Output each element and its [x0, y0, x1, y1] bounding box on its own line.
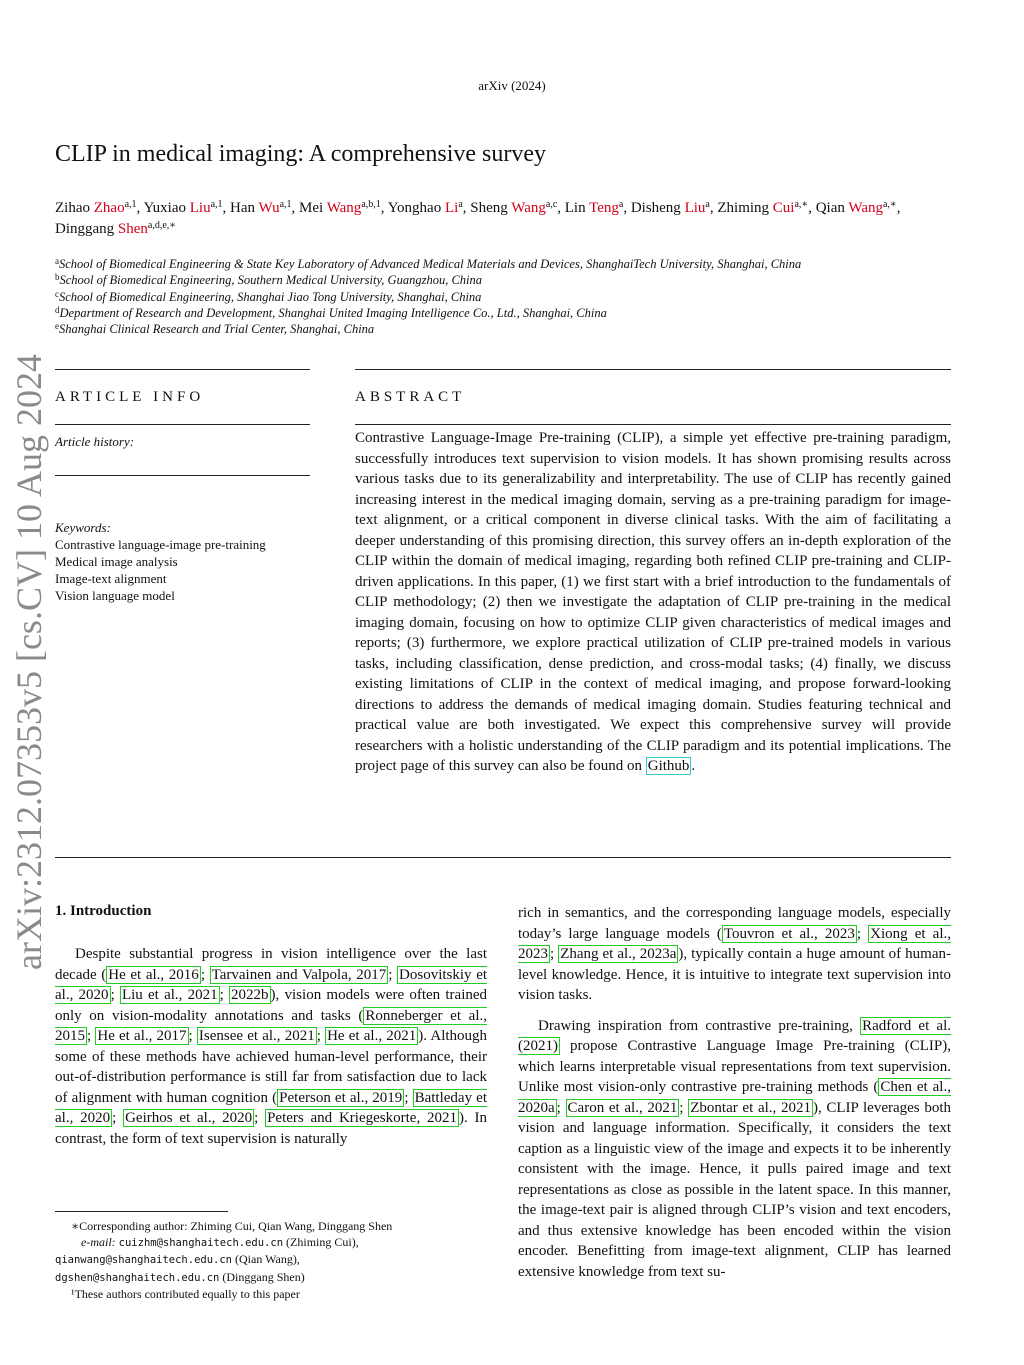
- citation-link[interactable]: He et al., 2016: [108, 966, 199, 983]
- citation-link[interactable]: Isensee et al., 2021: [198, 1028, 315, 1044]
- citation-link[interactable]: Liu et al., 2021: [121, 987, 218, 1003]
- section-heading-introduction: 1. Introduction: [55, 903, 152, 919]
- author-separator: ,: [136, 200, 144, 216]
- divider: [55, 424, 310, 425]
- text-run: ). Although some of these methods have achieved human-level performance, their out-of-distribution performance is still far from satisfaction due to lack of alignment with human cognition (: [55, 1028, 488, 1106]
- email-owner: (Qian Wang),: [232, 1252, 300, 1267]
- text-run: ;: [110, 987, 120, 1003]
- author-first-name: Yonghao: [387, 200, 445, 216]
- author-last-name[interactable]: Liu: [684, 200, 706, 216]
- citation-link[interactable]: Peters and Kriegeskorte, 2021: [267, 1110, 457, 1126]
- author-last-name[interactable]: Wu: [258, 200, 280, 216]
- article-history-label: Article history:: [55, 434, 135, 449]
- author-last-name[interactable]: Teng: [589, 200, 619, 216]
- author-first-name: Lin: [564, 200, 590, 216]
- citation-link[interactable]: Chen et al., 2020a: [518, 1079, 951, 1116]
- email-link[interactable]: qianwang@shanghaitech.edu.cn: [55, 1254, 233, 1267]
- citation-link[interactable]: 2022b: [231, 987, 269, 1003]
- intro-paragraph-1: [55, 944, 487, 1149]
- text-run: ;: [112, 1110, 124, 1126]
- text-run: ;: [679, 1099, 689, 1116]
- affiliation: [55, 256, 955, 272]
- author-affiliation-mark: a,d,e,∗: [147, 220, 177, 231]
- author-affiliation-mark: a,∗: [794, 199, 809, 210]
- equal-contribution-note: ¹These authors contributed equally to this paper: [71, 1286, 300, 1301]
- email-link[interactable]: dgshen@shanghaitech.edu.cn: [55, 1271, 220, 1284]
- author-affiliation-mark: a,b,1: [361, 199, 381, 210]
- email-owner: (Zhiming Cui),: [283, 1235, 359, 1250]
- author-separator: ,: [462, 200, 471, 216]
- arxiv-identifier: arXiv:2312.07353v5 [cs.CV] 10 Aug 2024: [9, 354, 49, 970]
- abstract-period: .: [691, 758, 696, 774]
- author-affiliation-mark: a: [705, 199, 710, 210]
- author-separator: ,: [896, 200, 901, 216]
- keywords-label: Keywords:: [55, 520, 111, 535]
- text-run: ), CLIP leverages both vision and language information. Specifically, it considers the text caption as a linguistic view of the image and expects it to be inherently consistent with the image. Hence, it pulls paired image and text representations as close as possible in the latent space. In this manner, the image-text pair is aligned through CLIP’s vision and text encoders, and thus extensive knowledge has been encoded within the vision encoder. Benefitting from image-text alignment, CLIP has learned extensive knowledge from text su-: [518, 1099, 951, 1280]
- citation-link[interactable]: Dosovitskiy et al., 2020: [55, 966, 488, 1003]
- abstract-text: Contrastive Language-Image Pre-training (CLIP), a simple yet effective pre-training paradigm, successfully introduces text supervision to vision models. It has shown promising results across various tasks due to its generalizability and interpretability. The use of CLIP has recently gained increasing interest in the medical imaging domain, serving as a pre-training paradigm for image-text alignment, or a critical component in diverse clinical tasks. With the aim of facilitating a deeper understanding of this promising direction, this survey offers an in-depth exploration of the CLIP within the domain of medical imaging, regarding both refined CLIP pre-training and CLIP-driven applications. In this paper, (1) we first start with a brief introduction to the fundamentals of CLIP methodology; (2) then we investigate the adaptation of CLIP pre-training in the medical imaging domain, focusing on how to optimize CLIP given characteristics of medical images and reports; (3) furthermore, we explore practical utilization of CLIP pre-trained models in various tasks, including classification, dense prediction, and cross-modal tasks; (4) finally, we discuss existing limitations of CLIP in the context of medical imaging, and propose forward-looking directions to address the demands of medical imaging domain. Studies featuring technical and practical value are both investigated. We expect this comprehensive survey will provide researchers with a holistic understanding of the CLIP paradigm and its potential implications. The project page of this survey can also be found on: [355, 430, 951, 774]
- email-owner: (Dinggang Shen): [219, 1269, 305, 1284]
- author-separator: ,: [380, 200, 388, 216]
- citation-link[interactable]: Caron et al., 2021: [567, 1099, 678, 1116]
- text-run: ;: [219, 987, 230, 1003]
- citation-link[interactable]: Geirhos et al., 2020: [125, 1110, 253, 1126]
- citation-link[interactable]: Touvron et al., 2023: [723, 925, 855, 942]
- affiliation: [55, 272, 955, 288]
- text-run: ;: [404, 1089, 413, 1106]
- email-line: [55, 1269, 495, 1286]
- author-separator: ,: [623, 200, 631, 216]
- affiliation-text: Shanghai Clinical Research and Trial Center, Shanghai, China: [59, 322, 375, 337]
- author-affiliation-mark: a,c: [545, 199, 558, 210]
- text-run: ;: [556, 1099, 566, 1116]
- author-separator: ,: [557, 200, 565, 216]
- author-affiliation-mark: a,∗: [882, 199, 897, 210]
- author-last-name[interactable]: Cui: [772, 200, 795, 216]
- author-last-name[interactable]: Wang: [326, 200, 362, 216]
- text-run: ). In contrast, the form of text supervision is naturally: [55, 1110, 488, 1147]
- affiliation: [55, 321, 955, 337]
- text-run: Drawing inspiration from contrastive pre-training,: [538, 1017, 861, 1034]
- author-affiliation-mark: a,1: [279, 199, 292, 210]
- author-last-name[interactable]: Zhao: [93, 200, 125, 216]
- citation-link[interactable]: Ronneberger et al., 2015: [55, 1007, 487, 1044]
- divider: [55, 369, 310, 370]
- author-first-name: Han: [230, 200, 259, 216]
- author-first-name: Qian: [815, 200, 849, 216]
- affiliation-text: School of Biomedical Engineering, Southern Medical University, Guangzhou, China: [59, 273, 483, 288]
- keyword-list: [55, 536, 266, 604]
- citation-link[interactable]: Battleday et al., 2020: [55, 1089, 488, 1126]
- affiliation-mark: b: [55, 272, 60, 283]
- citation-link[interactable]: He et al., 2017: [97, 1028, 187, 1044]
- abstract-heading: ABSTRACT: [355, 389, 466, 405]
- affiliation-text: School of Biomedical Engineering, Shanghai Jiao Tong University, Shanghai, China: [59, 289, 482, 304]
- citation-link[interactable]: Zhang et al., 2023a: [560, 946, 677, 962]
- author-separator: ,: [222, 200, 231, 216]
- intro-right-column: [518, 903, 951, 1282]
- author-affiliation-mark: a: [458, 199, 463, 210]
- author-last-name[interactable]: Liu: [189, 200, 211, 216]
- author-first-name: Zhiming: [717, 200, 773, 216]
- affiliation: [55, 305, 955, 321]
- text-run: ;: [200, 966, 210, 983]
- email-line: [55, 1234, 495, 1251]
- author-separator: ,: [808, 200, 816, 216]
- keyword: Image-text alignment: [55, 571, 167, 586]
- email-label: e-mail:: [81, 1235, 116, 1250]
- citation-link[interactable]: He et al., 2021: [327, 1028, 417, 1044]
- text-run: ;: [550, 946, 559, 962]
- text-run: ), vision models were often trained only on vision-modality annotations and tasks (: [55, 987, 488, 1024]
- text-run: Despite substantial progress in vision intelligence over the last decade (: [55, 946, 487, 983]
- affiliation-mark: e: [55, 321, 59, 332]
- article-info-heading: ARTICLE INFO: [55, 389, 205, 405]
- affiliation-text: School of Biomedical Engineering & State Key Laboratory of Advanced Medical Materials and Devices, ShanghaiTech University, Shanghai, China: [59, 257, 802, 271]
- footnote-divider: [55, 1211, 228, 1212]
- author-first-name: Disheng: [630, 200, 685, 216]
- text-run: ;: [87, 1028, 96, 1044]
- keyword: Vision language model: [55, 588, 175, 603]
- text-run: ;: [856, 925, 869, 942]
- affiliation-list: [55, 256, 955, 337]
- text-run: ;: [316, 1028, 326, 1044]
- affiliation-mark: c: [55, 288, 59, 299]
- author-separator: ,: [291, 200, 300, 216]
- github-link[interactable]: Github: [647, 758, 690, 774]
- text-run: ;: [254, 1110, 266, 1126]
- affiliation-text: Department of Research and Development, Shanghai United Imaging Intelligence Co., Ltd., Shanghai, China: [59, 305, 607, 320]
- paragraph: [518, 903, 951, 1006]
- citation-link[interactable]: Zbontar et al., 2021: [690, 1099, 811, 1116]
- author-affiliation-mark: a,1: [124, 199, 137, 210]
- affiliation-mark: a: [55, 256, 59, 266]
- text-run: ;: [188, 1028, 197, 1044]
- author-first-name: Mei: [299, 200, 327, 216]
- citation-link[interactable]: Xiong et al., 2023: [518, 925, 951, 962]
- author-last-name[interactable]: Wang: [511, 200, 546, 216]
- author-affiliation-mark: a: [618, 199, 624, 210]
- author-first-name: Sheng: [470, 200, 512, 216]
- text-run: ), typically contain a huge amount of human-level knowledge. Hence, it is intuitive to integrate text supervision into vision tasks.: [518, 946, 951, 1003]
- author-list: [55, 198, 955, 240]
- author-first-name: Yuxiao: [143, 200, 190, 216]
- keyword: Medical image analysis: [55, 554, 178, 569]
- author-separator: ,: [709, 200, 718, 216]
- divider: [55, 857, 951, 858]
- text-run: rich in semantics, and the corresponding language models, especially today’s large language models (: [518, 905, 951, 942]
- author-affiliation-mark: a,1: [210, 199, 223, 210]
- author-first-name: Dinggang: [55, 221, 118, 237]
- text-run: propose Contrastive Language Image Pre-training (CLIP), which learns interpretable visual representations from text supervision. Unlike most vision-only contrastive pre-training methods (: [518, 1038, 951, 1095]
- author-last-name[interactable]: Li: [444, 200, 459, 216]
- author-last-name[interactable]: Shen: [117, 221, 148, 237]
- citation-link[interactable]: Peterson et al., 2019: [279, 1089, 403, 1106]
- citation-link[interactable]: Tarvainen and Valpola, 2017: [211, 966, 387, 983]
- paragraph: [518, 1016, 951, 1283]
- paper-title: CLIP in medical imaging: A comprehensive survey: [55, 141, 547, 167]
- keyword: Contrastive language-image pre-training: [55, 537, 266, 552]
- abstract-body: [355, 428, 951, 777]
- divider: [55, 475, 310, 476]
- email-line: [55, 1251, 495, 1268]
- affiliation-mark: d: [55, 304, 60, 315]
- author-first-name: Zihao: [55, 200, 94, 216]
- email-link[interactable]: cuizhm@shanghaitech.edu.cn: [118, 1237, 284, 1250]
- corresponding-author-note: ∗Corresponding author: Zhiming Cui, Qian Wang, Dinggang Shen: [71, 1219, 393, 1233]
- paragraph: [55, 944, 487, 1149]
- journal-header: arXiv (2024): [478, 78, 546, 93]
- divider: [355, 424, 951, 425]
- author-last-name[interactable]: Wang: [848, 200, 883, 216]
- citation-link[interactable]: Radford et al. (2021): [518, 1017, 951, 1054]
- footnotes: [55, 1218, 495, 1302]
- text-run: ;: [388, 966, 398, 983]
- divider: [355, 369, 951, 370]
- affiliation: [55, 289, 955, 305]
